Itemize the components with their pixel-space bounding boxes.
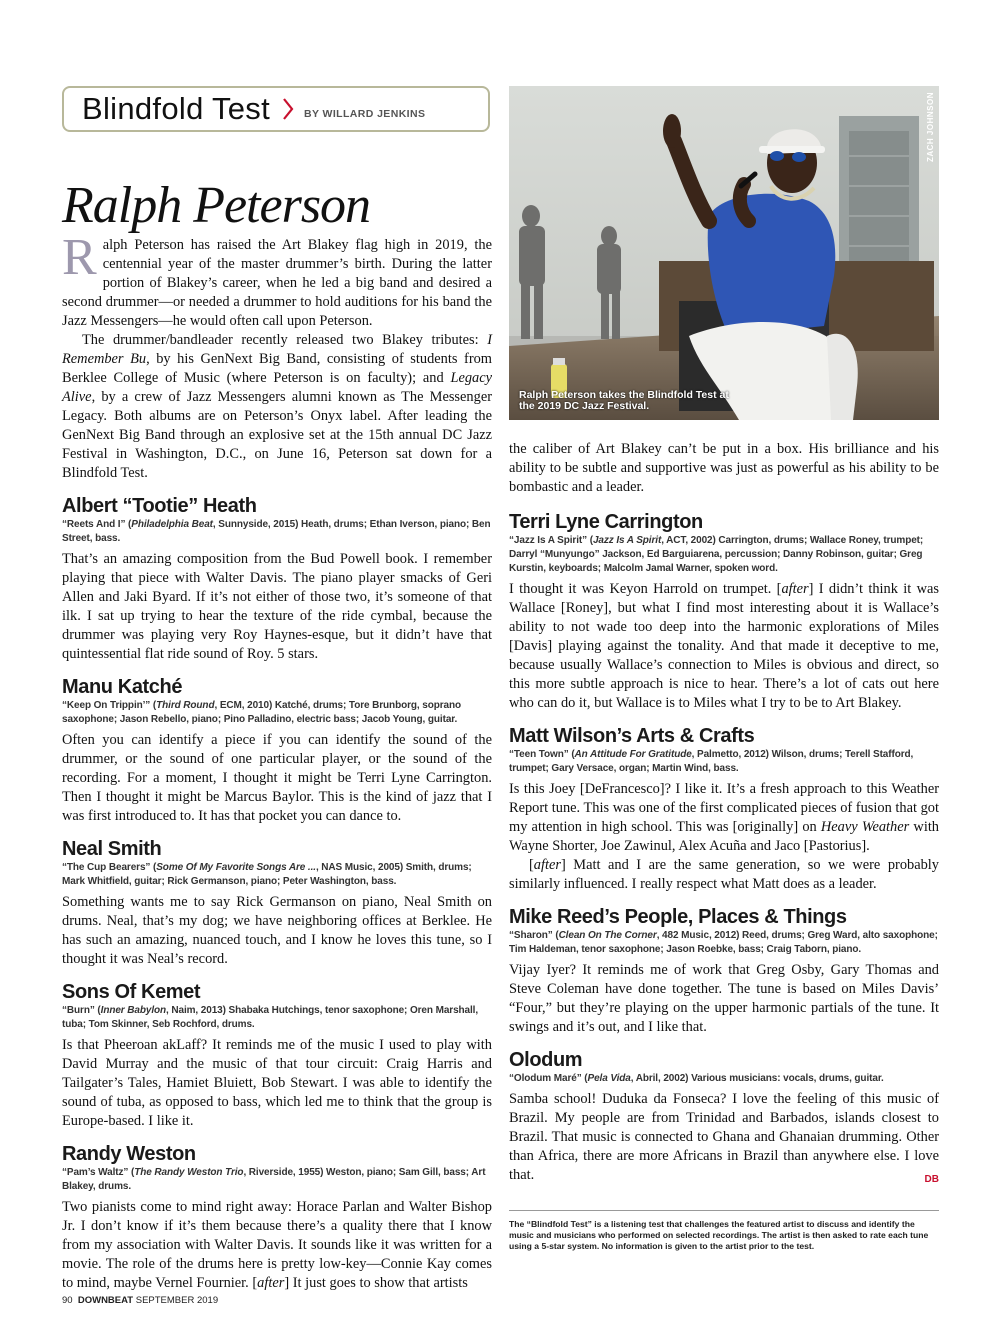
review-text: Vijay Iyer? It reminds me of work that Greg Osby, Gary Thomas and Steve Coleman have done together. The tune is based on Miles Davis’ “Four,” but they’re playing on the upper harmonic partials of the tune. It swings and it’s out, and I like that. <box>509 962 939 1035</box>
review-text: Is that Pheeroan akLaff? It reminds me of the music I used to play with David Murray and the music of that tour circuit: Craig Harris and Tailgater’s Tales, Hamiet Bluiett, Bob Stewart. I was able to identify the sound of tuba, as opposed to bass, which led me to think that the group is Europe-based. I like it. <box>62 1037 492 1129</box>
review-text: I thought it was Keyon Harrold on trumpet. [after] I didn’t think it was Wallace [Roney], but what I find most interesting about it is Wallace’s ability to not wade too deep into the harmonic explorations of Miles [Davis] playing against the tonality. And that made it deceptive to me, because usually Wallace’s connection to Miles is obvious and direct, so this more subtle approach is nice to hear. There’s a lot of cats out here who can do it, but Wallace is to Miles what I try to be to Art Blakey. <box>509 581 939 711</box>
review-text: That’s an amazing composition from the Bud Powell book. I remember playing that piece with Walter Davis. The piano player smacks of Geri Allen and Jaki Byard. If it’s not either of those two, it’s someone of that ilk. I sat up trying to hear the texture of the ride cymbal, because the drummer was playing very Roy Haynes-esque, but it didn’t have that quintessential flat ride sound of Roy. 5 stars. <box>62 551 492 662</box>
track-credits: “Keep On Trippin’” (Third Round, ECM, 2010) Katché, drums; Tore Brunborg, soprano saxophone; Jason Rebello, piano; Pino Palladino, electric bass; Jacob Young, guitar. <box>62 700 461 725</box>
review-weston <box>62 1142 492 1293</box>
left-column <box>62 229 492 1293</box>
review-text: Is this Joey [DeFrancesco]? I like it. It’s a fresh approach to this Weather Report tune. This was one of the first complicated pieces of fusion that got my attention in high school. This was [originally] on Heavy Weather with Wayne Shorter, Joe Zawinul, Alex Acuña and Jaco [Pastorius]. <box>509 781 940 854</box>
footnote: The “Blindfold Test” is a listening test that challenges the featured artist to discuss and identify the music and musicians who performed on selected recordings. The artist is then asked to rate each tune using a 5-star system. No information is given to the artist prior to the test. <box>509 1210 939 1252</box>
artist-name: Matt Wilson’s Arts & Crafts <box>509 725 755 747</box>
artist-name: Olodum <box>509 1049 583 1071</box>
artist-photo <box>509 86 939 420</box>
track-credits: “Burn” (Inner Babylon, Naim, 2013) Shabaka Hutchings, tenor saxophone; Oren Marshall, tuba; Tom Skinner, Seb Rochford, drums. <box>62 1005 479 1030</box>
column-title: Blindfold Test <box>82 91 271 126</box>
intro-paragraph-2: The drummer/bandleader recently released two Blakey tributes: I Remember Bu, by his GenNext Big Band, consisting of students from Berklee College of Music (where Peterson is on faculty); and Legacy Alive, by a crew of Jazz Messengers alumni known as The Messenger Legacy. Both albums are on Peterson’s Onyx label. After leading the GenNext Big Band through an explosive set at the 15th annual DC Jazz Festival in Washington, D.C., on June 16, Peterson sat down for a Blindfold Test. <box>62 332 492 481</box>
headline: Ralph Peterson <box>62 177 371 234</box>
review-text: Two pianists come to mind right away: Horace Parlan and Walter Bishop Jr. I don’t know if it’s them because there’s a quality there that I know from my association with Walter Davis. It sounds like it was written for a movie. The role of the drums here is pretty low-key—Connie Kay comes to mind, maybe Vernel Fournier. [after] It just goes to show that artists <box>62 1199 492 1291</box>
artist-name: Albert “Tootie” Heath <box>62 495 257 517</box>
issue-date: SEPTEMBER 2019 <box>135 1295 219 1306</box>
magazine-name: DOWNBEAT <box>77 1295 134 1306</box>
page-number: 90 <box>62 1295 73 1306</box>
track-credits: “Pam’s Waltz” (The Randy Weston Trio, Riverside, 1955) Weston, piano; Sam Gill, bass; Art Blakey, drums. <box>62 1167 486 1192</box>
review-text: Something wants me to say Rick Germanson on piano, Neal Smith on drums. Neal, that’s my dog; we have neighboring offices at Berklee. He has such an amazing, nuanced touch, and I know he loves this tune, so I thought it was Neal’s record. <box>62 894 492 967</box>
byline: BY WILLARD JENKINS <box>304 108 426 120</box>
artist-name: Manu Katché <box>62 676 183 698</box>
review-text: Often you can identify a piece if you can identify the sound of the drummer, or the sound of one particular player, or the sound of the recording. For a moment, I thought it might be Terri Lyne Carrington. Then I thought it might be Marcus Baylor. This is the kind of jazz that I was first introduced to. It has that pocket you can dance to. <box>62 732 492 824</box>
drop-cap: R <box>62 229 97 286</box>
right-column <box>509 510 939 1189</box>
artist-name: Randy Weston <box>62 1143 196 1165</box>
review-carrington <box>509 510 939 713</box>
track-credits: “Teen Town” (An Attitude For Gratitude, Palmetto, 2012) Wilson, drums; Terell Stafford, trumpet; Gary Versace, organ; Martin Wind, bass. <box>509 749 914 774</box>
review-heath <box>62 494 492 664</box>
track-credits: “Sharon” (Clean On The Corner, 482 Music, 2012) Reed, drums; Greg Ward, alto saxophone; Tim Haldeman, tenor saxophone; Jason Roebke, bass; Craig Taborn, piano. <box>509 930 938 955</box>
end-mark: DB <box>924 1174 939 1185</box>
review-smith <box>62 837 492 969</box>
review-text: Samba school! Duduka da Fonseca? I love the feeling of this music of Brazil. My people are from Trinidad and Barbados, islands closest to Brazil. That music is connected to Ghana and Ghanaian drumming. Other than Africa, there are more Africans in Brazil than anywhere else. I love that. DB <box>509 1090 939 1185</box>
track-credits: “Reets And I” (Philadelphia Beat, Sunnyside, 2015) Heath, drums; Ethan Iverson, piano; Ben Street, bass. <box>62 519 491 544</box>
review-sons-of-kemet <box>62 980 492 1131</box>
review-katche <box>62 675 492 826</box>
review-reed <box>509 905 939 1037</box>
track-credits: “The Cup Bearers” (Some Of My Favorite Songs Are ..., NAS Music, 2005) Smith, drums; Mark Whitfield, guitar; Rick Germanson, piano; Peter Washington, bass. <box>62 862 472 887</box>
artist-name: Sons Of Kemet <box>62 981 201 1003</box>
review-wilson <box>509 724 939 894</box>
artist-name: Terri Lyne Carrington <box>509 511 703 533</box>
continuation-paragraph: the caliber of Art Blakey can’t be put in a box. His brilliance and his ability to be subtle and supportive was just as powerful as his ability to be bombastic and a leader. <box>509 441 939 495</box>
section-header <box>62 86 490 132</box>
photo-caption: Ralph Peterson takes the Blindfold Test at the 2019 DC Jazz Festival. <box>519 389 729 412</box>
review-text-2: [after] Matt and I are the same generation, so we were probably similarly influenced. I really respect what Matt does as a leader. <box>509 857 939 892</box>
review-olodum <box>509 1048 939 1185</box>
artist-name: Mike Reed’s People, Places & Things <box>509 906 847 928</box>
chevron-right-icon <box>280 96 296 122</box>
artist-name: Neal Smith <box>62 838 162 860</box>
track-credits: “Olodum Maré” (Pela Vida, Abril, 2002) Various musicians: vocals, drums, guitar. <box>509 1073 884 1084</box>
intro-paragraph-1: Ralph Peterson has raised the Art Blakey flag high in 2019, the centennial year of the master drummer’s birth. During the latter portion of Blakey’s career, when he led a big band and desired a second drummer—or needed a drummer to hold auditions for his band the Jazz Messengers—he would often call upon Peterson. <box>62 229 492 329</box>
track-credits: “Jazz Is A Spirit” (Jazz Is A Spirit, ACT, 2002) Carrington, drums; Wallace Roney, trumpet; Darryl “Munyungo” Jackson, Ed Barguiarena, percussion; Danny Robinson, guitar; Greg Kurstin, keyboards; Malcolm Jamal Warner, spoken word. <box>509 535 924 574</box>
page-folio <box>62 1295 218 1306</box>
continued-text <box>509 440 939 497</box>
photo-illustration <box>509 86 939 420</box>
photo-credit: ZACH JOHNSON <box>926 92 935 163</box>
